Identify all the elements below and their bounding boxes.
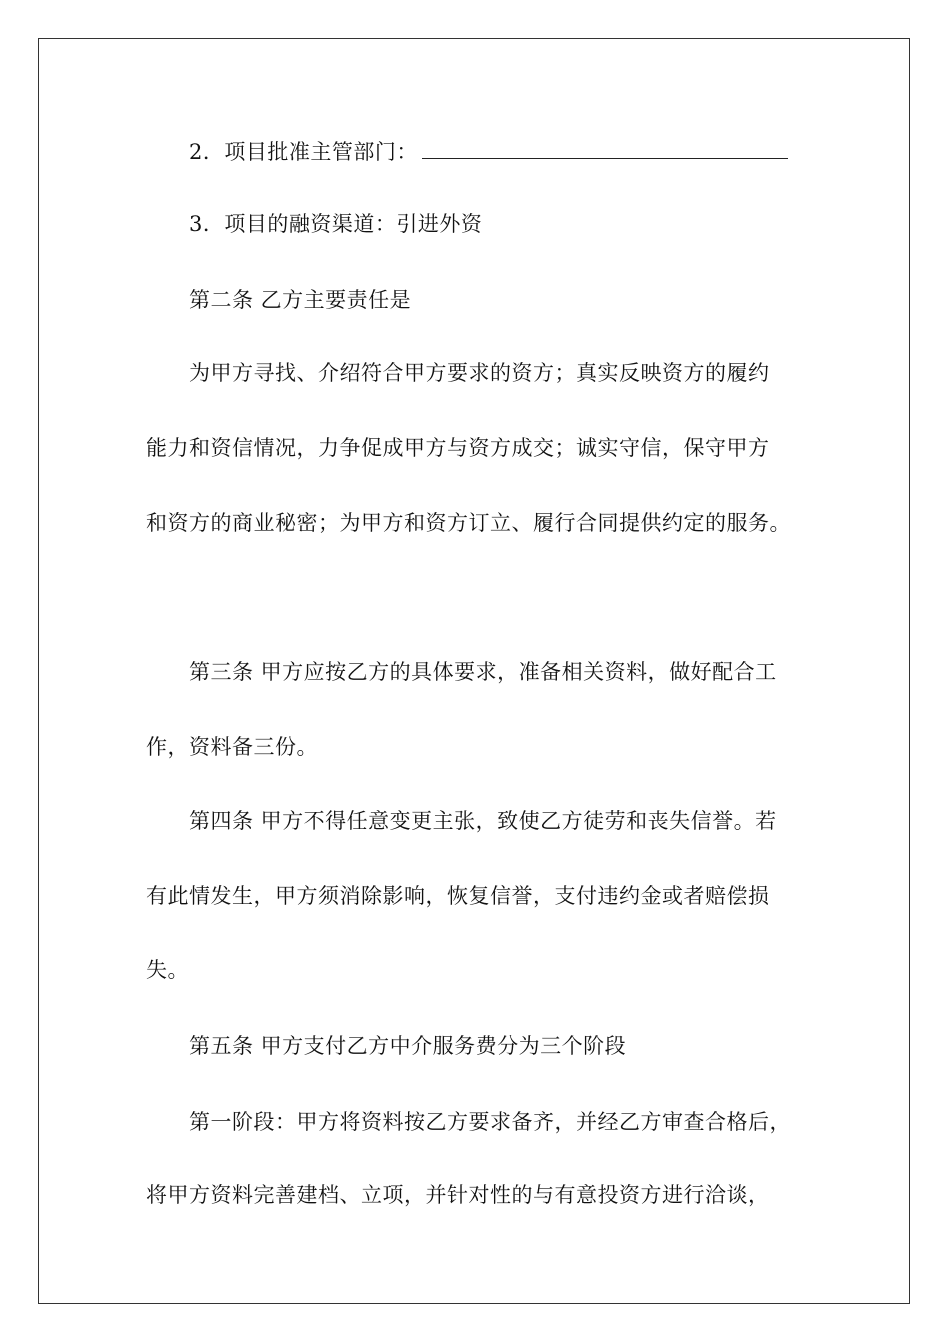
- stage-1-line-2: 将甲方资料完善建档、立项，并针对性的与有意投资方进行洽谈，: [146, 1183, 770, 1207]
- article-2-text-line-1: 为甲方寻找、介绍符合甲方要求的资方；真实反映资方的履约: [189, 361, 770, 385]
- article-3-line-2: 作，资料备三份。: [146, 735, 318, 759]
- article-2-heading: 第二条 乙方主要责任是: [189, 288, 412, 312]
- stage-1-line-1: 第一阶段：甲方将资料按乙方要求备齐，并经乙方审查合格后，: [189, 1110, 791, 1134]
- article-4-line-1: 第四条 甲方不得任意变更主张，致使乙方徒劳和丧失信誉。若: [189, 809, 777, 833]
- item-approval-department: [189, 137, 788, 167]
- article-5-heading: 第五条 甲方支付乙方中介服务费分为三个阶段: [189, 1034, 627, 1058]
- article-4-line-2: 有此情发生，甲方须消除影响，恢复信誉，支付违约金或者赔偿损: [146, 884, 770, 908]
- article-2-text-line-3: 和资方的商业秘密；为甲方和资方订立、履行合同提供约定的服务。: [146, 511, 791, 535]
- article-2-text-line-2: 能力和资信情况，力争促成甲方与资方成交；诚实守信，保守甲方: [146, 436, 770, 460]
- item-approval-department-label: 2．项目批准主管部门：: [189, 140, 418, 164]
- approval-department-blank: [422, 138, 788, 159]
- article-4-line-3: 失。: [146, 958, 189, 982]
- item-financing-channel: 3．项目的融资渠道：引进外资: [189, 212, 483, 236]
- article-3-line-1: 第三条 甲方应按乙方的具体要求，准备相关资料，做好配合工: [189, 660, 777, 684]
